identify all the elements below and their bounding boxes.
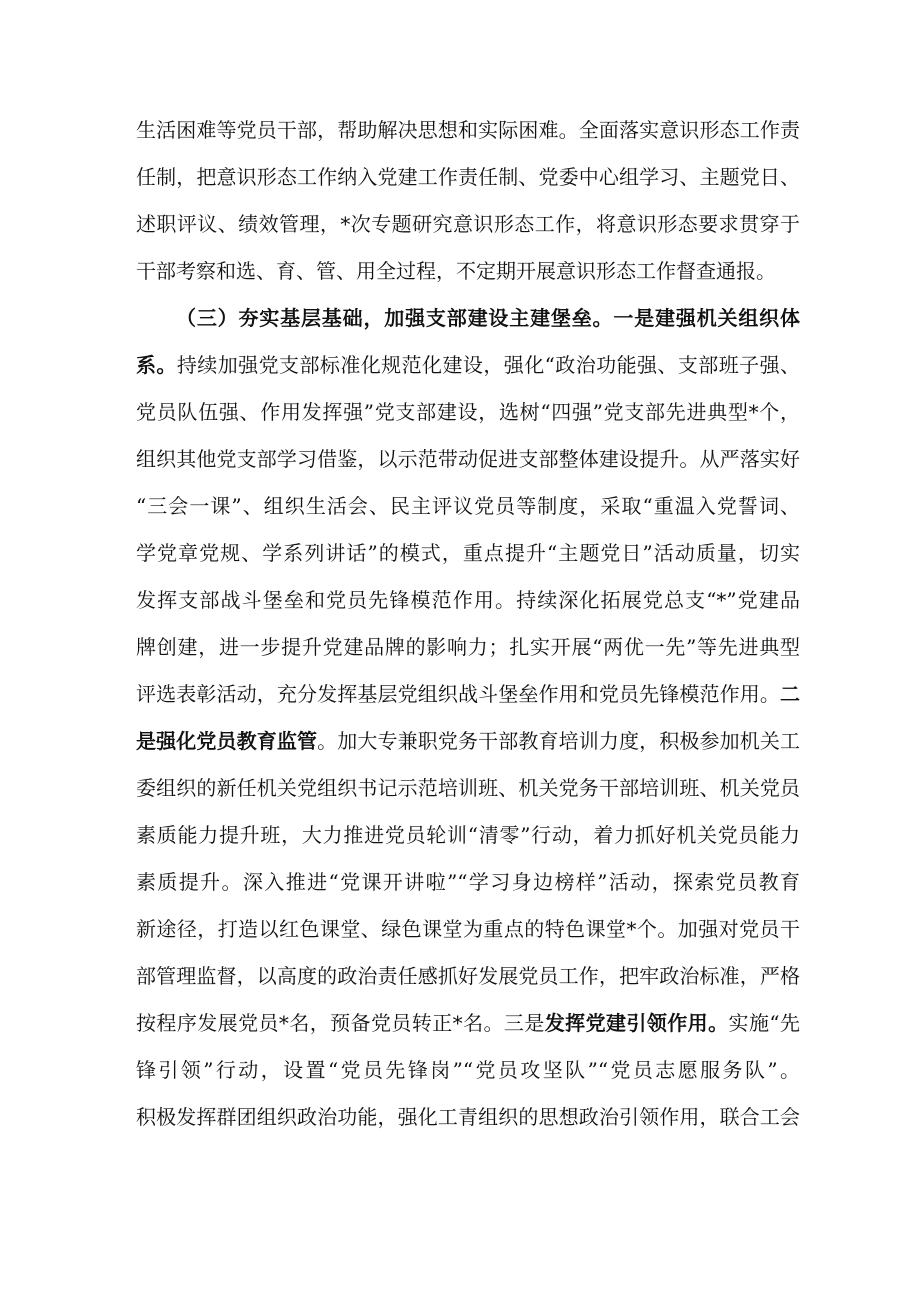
text-line — [136, 390, 800, 434]
text-run: 发挥支部战斗堡垒和党员先锋模范作用。持续深化拓展党总支“*”党建品 — [136, 588, 800, 612]
text-run: 按程序发展党员*名，预备党员转正*名。三是 — [136, 1011, 545, 1035]
text-run: “三会一课”、组织生活会、民主评议党员等制度，采取“重温入党誓词、 — [136, 494, 800, 518]
text-run: 积极发挥群团组织政治功能，强化工青组织的思想政治引领作用，联合工会 — [136, 1105, 800, 1129]
text-run: 素质提升。深入推进“党课开讲啦”“学习身边榜样”活动，探索党员教育 — [136, 870, 800, 894]
section-heading-line — [176, 296, 800, 340]
text-line — [136, 578, 800, 622]
text-line — [136, 249, 800, 293]
text-line — [136, 155, 800, 199]
text-run: 新途径，打造以红色课堂、绿色课堂为重点的特色课堂*个。加强对党员干 — [136, 917, 800, 941]
text-line — [136, 860, 800, 904]
text-line — [136, 484, 800, 528]
text-line — [136, 437, 800, 481]
text-run: 组织其他党支部学习借鉴，以示范带动促进支部整体建设提升。从严落实好 — [136, 447, 800, 471]
text-run: 生活困难等党员干部，帮助解决思想和实际困难。全面落实意识形态工作责 — [136, 118, 800, 142]
text-run: 部管理监督，以高度的政治责任感抓好发展党员工作，把牢政治标准，严格 — [136, 964, 800, 988]
text-run: 党员队伍强、作用发挥强”党支部建设，选树“四强”党支部先进典型*个， — [136, 400, 800, 424]
bold-run: 发挥党建引领作用。 — [544, 1011, 729, 1035]
text-run: 实施“先 — [728, 1011, 800, 1035]
text-line — [136, 1095, 800, 1139]
text-line — [136, 202, 800, 246]
text-run: 任制，把意识形态工作纳入党建工作责任制、党委中心组学习、主题党日、 — [136, 165, 800, 189]
text-line — [136, 108, 800, 152]
text-line — [136, 719, 800, 763]
text-line — [136, 1048, 800, 1092]
text-run: 素质能力提升班，大力推进党员轮训“清零”行动，着力抓好机关党员能力 — [136, 823, 800, 847]
text-run: 评选表彰活动，充分发挥基层党组织战斗堡垒作用和党员先锋模范作用。 — [136, 682, 780, 706]
bold-run: 系。 — [136, 353, 177, 377]
text-line — [136, 625, 800, 669]
text-run: 持续加强党支部标准化规范化建设，强化“政治功能强、支部班子强、 — [176, 353, 800, 377]
text-line — [136, 1001, 800, 1045]
text-run: 牌创建，进一步提升党建品牌的影响力；扎实开展“两优一先”等先进典型 — [136, 635, 800, 659]
text-run: 述职评议、绩效管理，*次专题研究意识形态工作，将意识形态要求贯穿于 — [136, 212, 800, 236]
section-heading: （三）夯实基层基础，加强支部建设主建堡垒。一是建强机关组织体 — [176, 306, 800, 330]
text-line — [136, 766, 800, 810]
text-line — [136, 954, 800, 998]
text-line — [136, 813, 800, 857]
text-run: 学党章党规、学系列讲话”的模式，重点提升“主题党日”活动质量，切实 — [136, 541, 800, 565]
text-run: 锋引领”行动，设置“党员先锋岗”“党员攻坚队”“党员志愿服务队”。 — [136, 1058, 800, 1082]
bold-run: 二 — [780, 682, 800, 706]
text-line — [136, 531, 800, 575]
text-line — [136, 907, 800, 951]
bold-run: 是强化党员教育监管 — [136, 729, 318, 753]
text-run: 干部考察和选、育、管、用全过程，不定期开展意识形态工作督查通报。 — [136, 259, 776, 283]
text-line — [136, 343, 800, 387]
text-line — [136, 672, 800, 716]
text-run: 。加大专兼职党务干部教育培训力度，积极参加机关工 — [317, 729, 800, 753]
text-run: 委组织的新任机关党组织书记示范培训班、机关党务干部培训班、机关党员 — [136, 776, 800, 800]
